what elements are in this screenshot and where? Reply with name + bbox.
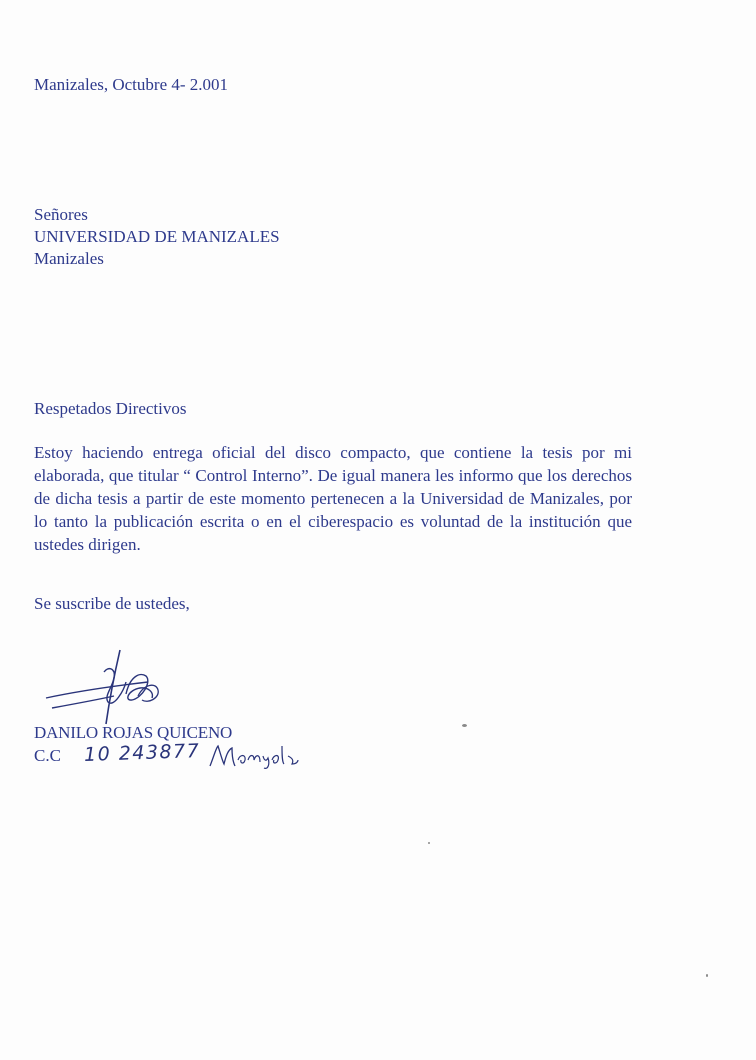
letter-body: Estoy haciendo entrega oficial del disco compacto, que contiene la tesis por mi elaborada, que titular “ Control Interno”. De igual manera les informo que los derechos de dicha tesis a partir de este momento pertenecen a la Universidad de Manizales, por lo tanto la publicación escrita o en el ciberespacio es voluntad de la institución que ustedes dirigen. (34, 443, 632, 554)
recipient-block (34, 204, 280, 270)
id-label: C.C (34, 746, 61, 765)
id-row (34, 745, 74, 767)
scan-speck (706, 974, 708, 977)
handwritten-city-signature (208, 742, 300, 770)
handwritten-id-number: 10 243877 (83, 739, 201, 767)
recipient-city: Manizales (34, 249, 104, 268)
scan-speck (462, 724, 467, 727)
handwritten-signature (44, 646, 164, 726)
recipient-salutation: Señores (34, 205, 88, 224)
scan-speck (428, 842, 430, 844)
recipient-institution: UNIVERSIDAD DE MANIZALES (34, 227, 280, 246)
signer-name: DANILO ROJAS QUICENO (34, 723, 233, 742)
closing-line: Se suscribe de ustedes, (34, 594, 190, 613)
greeting: Respetados Directivos (34, 399, 187, 418)
date-line: Manizales, Octubre 4- 2.001 (34, 75, 229, 94)
